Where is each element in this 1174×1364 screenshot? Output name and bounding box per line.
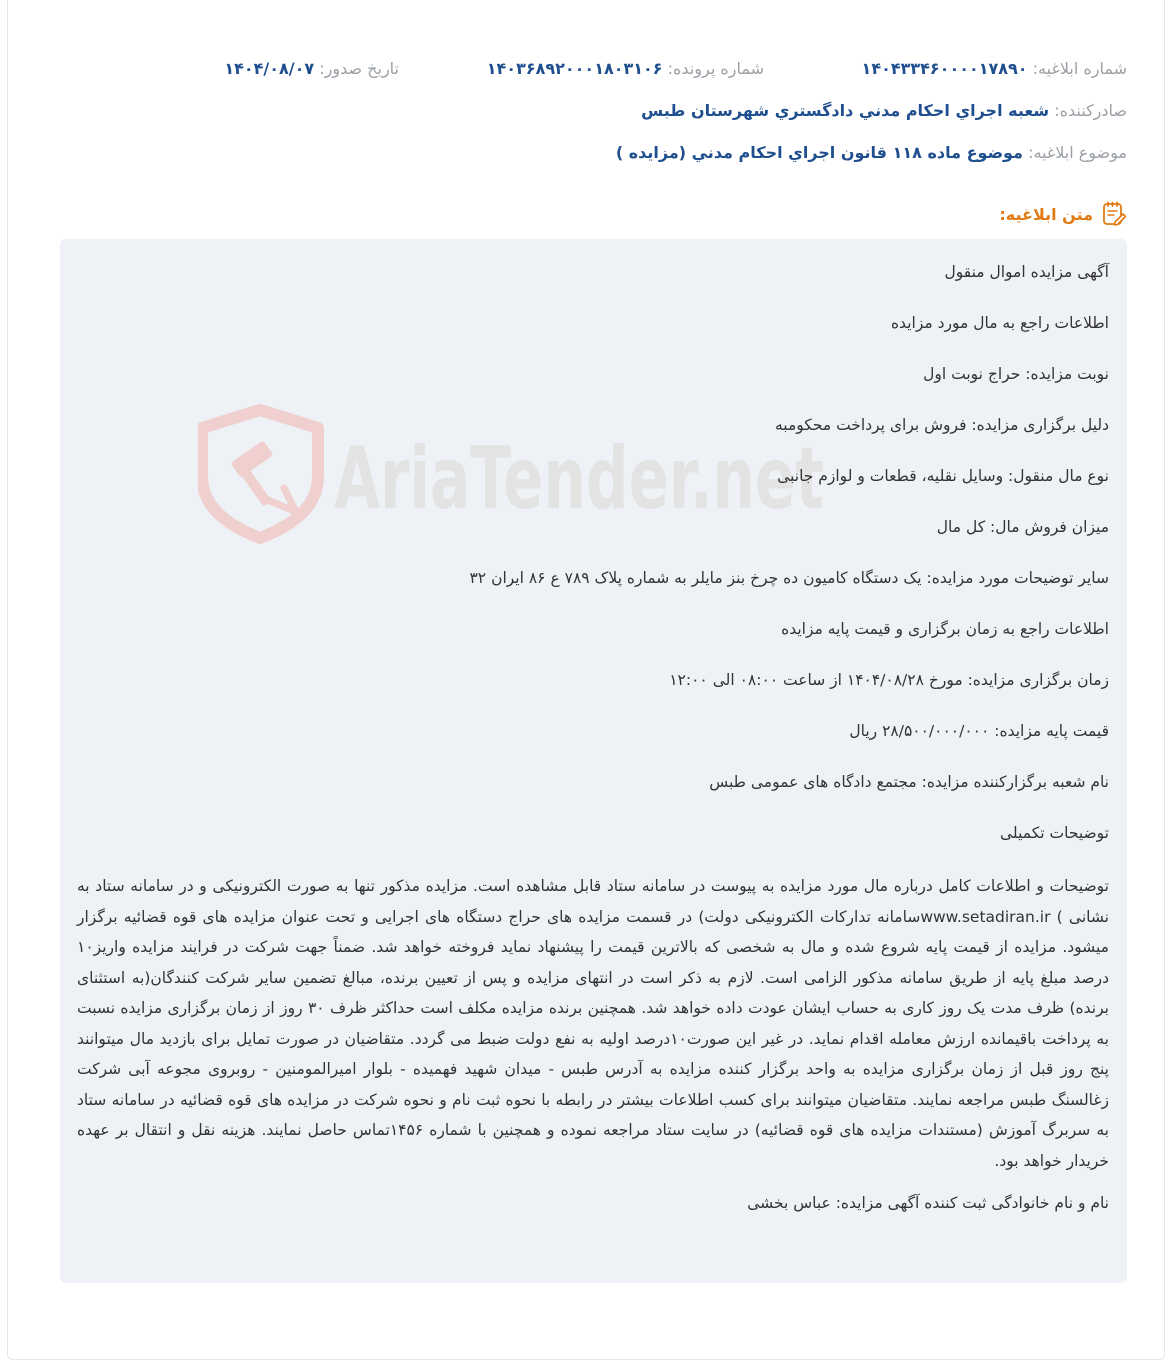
issue-date-value: ۱۴۰۴/۰۸/۰۷ [224, 59, 315, 78]
registrant-name: نام و نام خانوادگی ثبت کننده آگهی مزایده: عباس بخشی [747, 1194, 1109, 1212]
ad-title: آگهی مزایده اموال منقول [944, 263, 1109, 281]
item-description: سایر توضیحات مورد مزایده: یک دستگاه کامیون ده چرخ بنز مایلر به شماره پلاک ۷۸۹ ع ۸۶ ایران ۳۲ [469, 569, 1109, 587]
item-type: نوع مال منقول: وسایل نقلیه، قطعات و لوازم جانبی [777, 467, 1109, 485]
sale-amount: میزان فروش مال: کل مال [936, 518, 1109, 536]
auction-reason: دلیل برگزاری مزایده: فروش برای پرداخت محکومبه [775, 416, 1109, 434]
issue-date [224, 56, 399, 82]
base-price: قیمت پایه مزایده: ۲۸/۵۰۰/۰۰۰/۰۰۰ ریال [849, 722, 1109, 740]
file-number-value: ۱۴۰۳۶۸۹۲۰۰۰۱۸۰۳۱۰۶ [486, 59, 663, 78]
notice-number-value: ۱۴۰۴۳۳۴۶۰۰۰۰۱۷۸۹۰ [861, 59, 1028, 78]
issue-date-label: تاريخ صدور: [319, 59, 399, 78]
extra-notes-heading: توضیحات تکمیلی [1000, 824, 1109, 842]
file-number [487, 56, 764, 82]
extra-notes-text: توضیحات و اطلاعات کامل درباره مال مورد مزایده به پیوست در سامانه ستاد قابل مشاهده است. مزایده مذکور تنها به صورت الکترونیکی و در سامانه ستاد به نشانی ) www.setadiran.irسامانه تدارکات الکترونیکی دولت) در قسمت مزایده های حراج دستگاه های اجرایی و تحت عنوان مزایده های قوه قضائیه برگزار میشود. مزایده از قیمت پایه شروع شده و مال به شخصی که بالاترین قیمت را پیشنهاد نماید فروخته خواهد شد. ضمناً جهت شرکت در فرایند مزایده واریز۱۰ درصد مبلغ پایه از طریق سامانه مذکور الزامی است. لازم به ذکر است در انتهای مزایده و پس از تعیین برنده، مبالغ تضمین سایر شرکت کنندگان(به استثنای برنده) ظرف مدت یک روز کاری به حساب ایشان عودت داده خواهد شد. همچنین برنده مزایده مکلف است حداکثر ظرف ۳۰ روز از زمان برگزاری مزایده نسبت به پرداخت باقیمانده ارزش معامله اقدام نماید. در غیر این صورت۱۰درصد اولیه به نفع دولت ضبط می گردد. متقاضیان در صورت تمایل برای بازدید مال میتوانند پنج روز قبل از زمان برگزاری مزایده به واحد برگزار کننده مزایده به آدرس طبس - میدان شهید فهمیده - بلوار امیرالمومنین - روبروی مجوعه آبی شرکت زغالسنگ طبس مراجعه نمایند. متقاضیان میتوانند برای کسب اطلاعات بیشتر در رابطه با نحوه ثبت نام و نحوه شرکت در مزایده های قوه قضائیه در سامانه ستاد به سربرگ آموزش (مستندات مزایده های قوه قضائیه) در سایت ستاد مراجعه نموده و همچنین با شماره ۱۴۵۶تماس حاصل نمایند. هزینه نقل و انتقال بر عهده خریدار خواهد بود. [77, 877, 1109, 1170]
notice-text-title: متن ابلاغیه: [999, 204, 1093, 224]
notice-body [60, 239, 1127, 1283]
issuer-label: صادرکننده: [1054, 101, 1127, 120]
issuer-value: شعبه اجراي احکام مدني دادگستري شهرستان طبس [641, 101, 1050, 120]
notice-paragraphs [77, 259, 1109, 1241]
auction-time: زمان برگزاری مزایده: مورخ ۱۴۰۴/۰۸/۲۸ از ساعت ۰۸:۰۰ الی ۱۲:۰۰ [669, 671, 1109, 689]
auction-round: نوبت مزایده: حراج نوبت اول [923, 365, 1109, 383]
notice-number [862, 56, 1127, 82]
document-pen-icon [1101, 201, 1127, 227]
notice-text-heading [999, 200, 1127, 228]
notice-subject [616, 140, 1127, 166]
watermark-text: AriaTender.net [334, 429, 824, 529]
time-price-heading: اطلاعات راجع به زمان برگزاری و قیمت پایه مزایده [781, 620, 1109, 638]
issuer [641, 98, 1127, 124]
item-info-heading: اطلاعات راجع به مال مورد مزایده [890, 314, 1109, 332]
file-number-label: شماره پرونده: [667, 59, 764, 78]
notice-subject-value: موضوع ماده ۱۱۸ قانون اجراي احکام مدني (مزايده ) [615, 143, 1023, 162]
notice-subject-label: موضوع ابلاغيه: [1028, 143, 1127, 162]
notice-number-label: شماره ابلاغيه: [1032, 59, 1127, 78]
organizer-branch: نام شعبه برگزارکننده مزایده: مجتمع دادگاه های عمومی طبس [709, 773, 1109, 791]
